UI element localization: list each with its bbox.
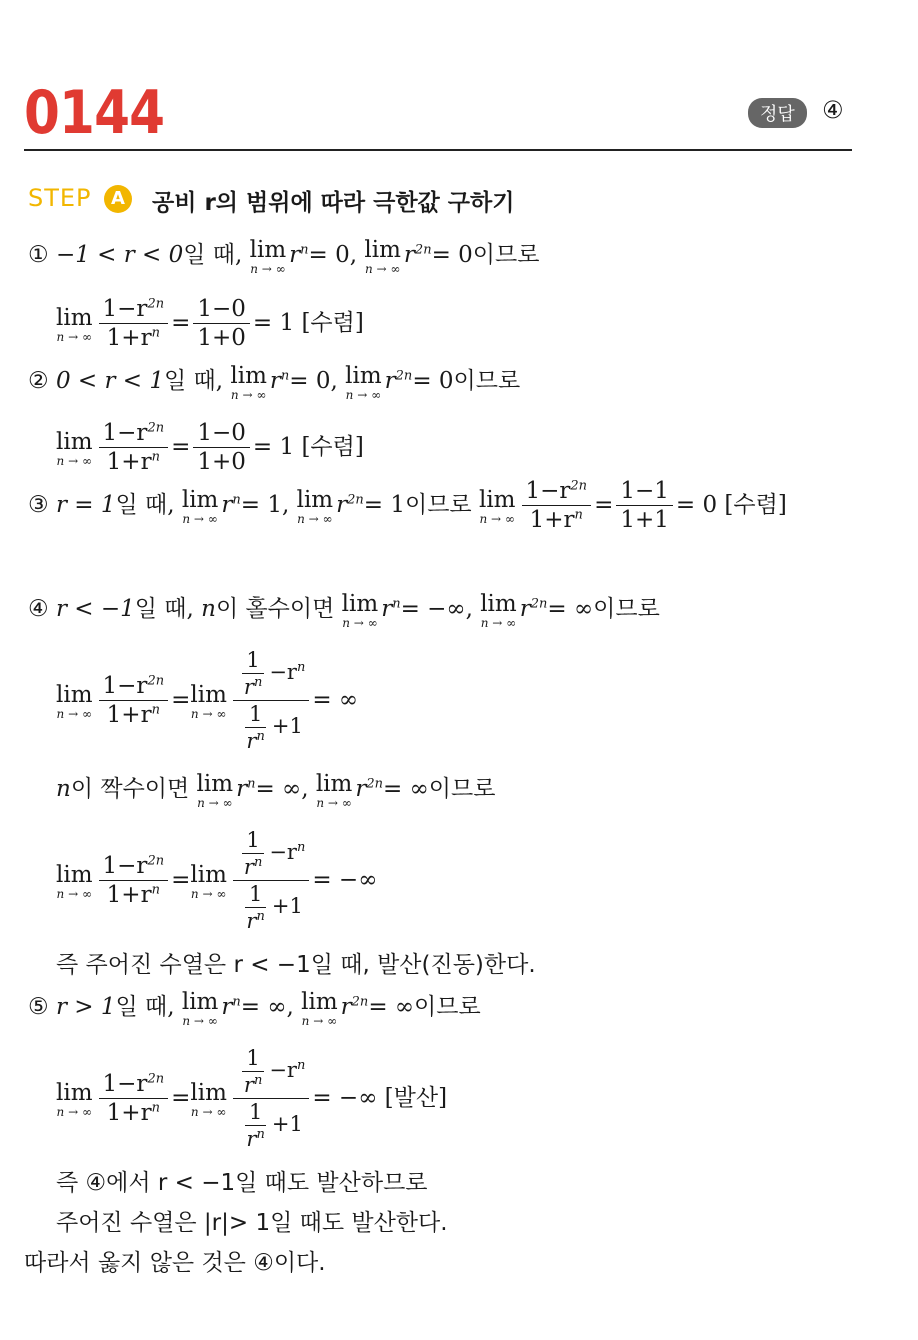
- case-5-evaluation: lim n → ∞ $\frac{1-r^{2n}}{1+r^n}$ = lim n → ∞ $\frac{1}{r^n}$ $-r^n$ $\frac{1}{r^n}$ +1 = −∞ [발산]: [56, 1046, 448, 1152]
- step-title: 공비 r의 범위에 따라 극한값 구하기: [152, 190, 515, 216]
- case-condition: 0 < r < 1: [55, 368, 164, 394]
- step-label: STEP: [28, 184, 92, 212]
- final-answer: 따라서 옳지 않은 것은 ④이다.: [24, 1250, 326, 1276]
- case-marker: ③: [28, 491, 49, 518]
- case-4-conclusion: 즉 주어진 수열은 r < −1일 때, 발산(진동)한다.: [56, 952, 536, 978]
- case-5-note-1: 즉 ④에서 r < −1일 때도 발산하므로: [56, 1170, 428, 1196]
- limit-operator: lim n → ∞: [364, 237, 401, 276]
- evaluation-result: = 1 [수렴]: [252, 309, 364, 336]
- case-4-even-condition: n이 짝수이면 lim n → ∞ $r^n=$ ∞, lim n → ∞ $r^{2n}=$ ∞이므로: [56, 771, 496, 810]
- answer-badge: 정답: [748, 98, 807, 128]
- case-marker: ②: [28, 368, 49, 394]
- case-5-condition-line: ⑤ r > 1일 때, lim n → ∞ $r^n=$ ∞, lim n → ∞ $r^{2n}=$ ∞이므로: [28, 989, 481, 1028]
- answer-value: ④: [822, 96, 844, 124]
- case-2-condition-line: ② 0 < r < 1일 때, lim n → ∞ $r^n= 0$, lim n → ∞ $r^{2n}= 0$이므로: [28, 363, 521, 402]
- case-4-odd-evaluation: lim n → ∞ $\frac{1-r^{2n}}{1+r^n}$ = lim n → ∞ $\frac{1}{r^n}$ $-r^n$ $\frac{1}{r^n}$ +1 = ∞: [56, 648, 359, 754]
- case-when: 일 때,: [183, 242, 243, 268]
- case-condition: r > 1: [55, 994, 116, 1020]
- case-marker: ④: [28, 596, 49, 622]
- case-condition: −1 < r < 0: [55, 242, 184, 268]
- case-2-evaluation: lim n → ∞ $\frac{1-r^{2n}}{1+r^n}$ = $\frac{1-0}{1+0}$ = 1 [수렴]: [56, 420, 364, 476]
- limit-value: = 0,: [308, 242, 358, 268]
- case-1-condition-line: ① −1 < r < 0일 때, lim n → ∞ $r^n= 0$, lim n → ∞ $r^{2n}= 0$이므로: [28, 237, 540, 276]
- case-4-condition-line: ④ r < −1일 때, n이 홀수이면 lim n → ∞ $r^n=$ −∞, lim n → ∞ $r^{2n}=$ ∞이므로: [28, 591, 660, 630]
- case-5-note-2: 주어진 수열은 |r|> 1일 때도 발산한다.: [56, 1210, 448, 1236]
- limit-operator: lim n → ∞: [249, 237, 287, 276]
- problem-number: 0144: [24, 78, 165, 148]
- case-4-even-evaluation: lim n → ∞ $\frac{1-r^{2n}}{1+r^n}$ = lim n → ∞ $\frac{1}{r^n}$ $-r^n$ $\frac{1}{r^n}$ +1 = −∞: [56, 828, 378, 934]
- limit-value: = 0이므로: [431, 242, 540, 268]
- case-condition: r = 1: [55, 491, 116, 518]
- case-3-line: ③ r = 1일 때, lim n → ∞ $r^n= 1$, lim n → ∞ $r^{2n}= 1$이므로 lim n → ∞ $\frac{1-r^{2n}}{1+r^n}$ = $\frac{1-1}{1+1}$ = 0 [수렴]: [28, 478, 787, 534]
- case-marker: ①: [28, 242, 49, 268]
- case-condition: r < −1: [55, 596, 135, 622]
- header-divider: [24, 149, 852, 151]
- case-1-evaluation: lim n → ∞ $\frac{1-r^{2n}}{1+r^n}$ = $\frac{1-0}{1+0}$ = 1 [수렴]: [56, 296, 364, 352]
- step-badge: A: [104, 185, 132, 213]
- case-marker: ⑤: [28, 994, 49, 1020]
